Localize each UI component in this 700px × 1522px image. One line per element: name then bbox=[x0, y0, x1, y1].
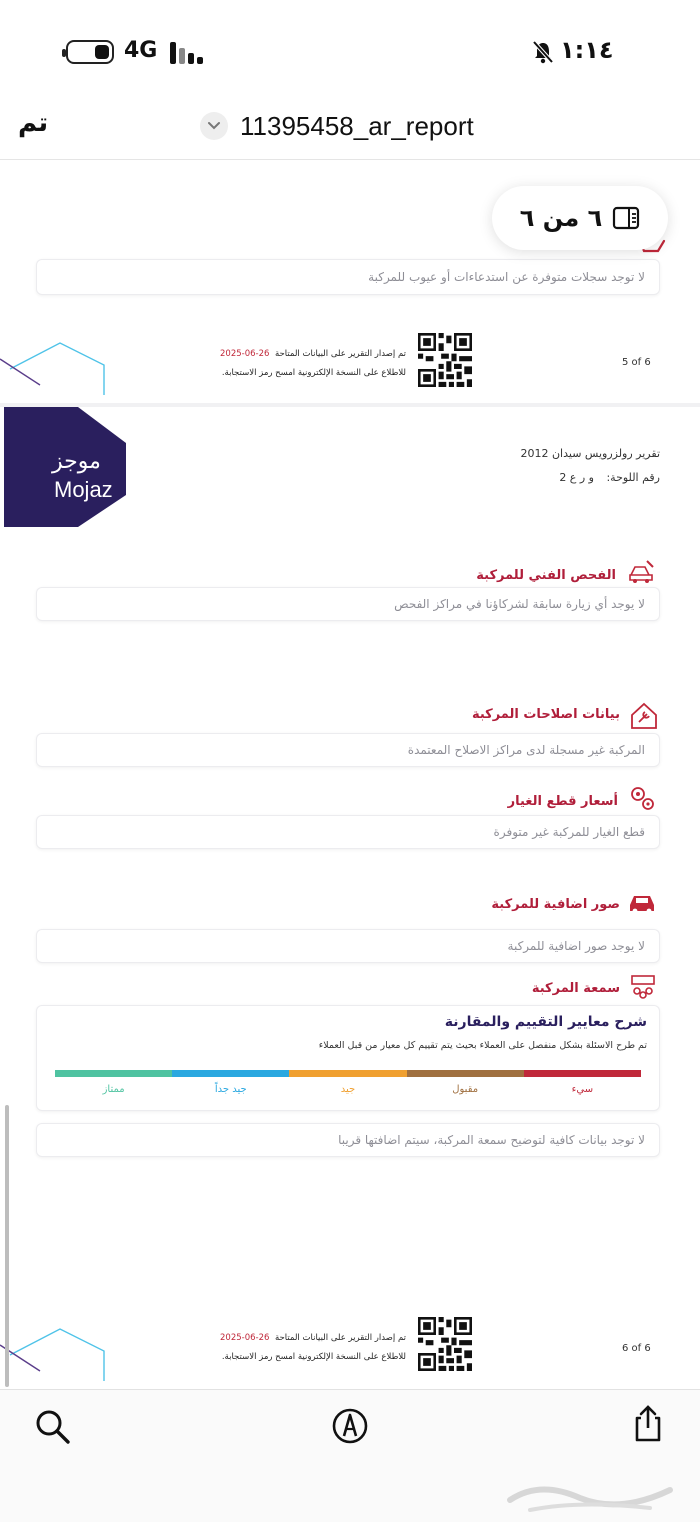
rating-criteria-card bbox=[36, 1005, 660, 1111]
rating-label: جيد bbox=[340, 1084, 356, 1095]
rating-scale-labels bbox=[55, 1084, 641, 1100]
reputation-title: سمعة المركبة bbox=[531, 981, 620, 996]
status-bar bbox=[0, 0, 700, 100]
battery-icon bbox=[66, 40, 114, 64]
car-inspection-icon bbox=[627, 557, 657, 587]
criteria-description: تم طرح الاسئلة بشكل منفصل على العملاء بحيث يتم تقييم كل معيار من قبل العملاء bbox=[318, 1040, 647, 1051]
gears-icon bbox=[627, 783, 657, 813]
reputation-card bbox=[36, 1123, 660, 1157]
page-number: 6 of 6 bbox=[622, 1343, 651, 1354]
done-button[interactable]: تم bbox=[18, 108, 49, 138]
clock: ١:١٤ bbox=[560, 36, 614, 64]
repairs-card bbox=[36, 733, 660, 767]
pdf-viewer[interactable] bbox=[0, 161, 700, 1389]
inspection-title: الفحص الفني للمركبة bbox=[476, 568, 616, 583]
document-title-button[interactable] bbox=[200, 106, 474, 146]
vehicle-title: تقرير رولزرويس سيدان 2012 bbox=[520, 447, 660, 460]
rating-segment bbox=[407, 1070, 524, 1077]
reputation-text: لا توجد بيانات كافية لتوضيح سمعة المركبة، سيتم اضافتها قريبا bbox=[338, 1133, 645, 1147]
chevron-down-icon[interactable] bbox=[200, 112, 228, 140]
inspection-card bbox=[36, 587, 660, 621]
footer-date: 2025-06-26 bbox=[220, 1333, 270, 1343]
footer-scan-text: للاطلاع على النسخة الإلكترونية امسح رمز الاستجابة. bbox=[221, 1352, 406, 1362]
repair-house-icon bbox=[629, 701, 659, 731]
parts-card bbox=[36, 815, 660, 849]
recall-card bbox=[36, 259, 660, 295]
document-nav-bar bbox=[0, 100, 700, 160]
rating-scale-bar bbox=[55, 1070, 641, 1077]
rating-segment bbox=[524, 1070, 641, 1077]
qr-code-icon bbox=[418, 333, 472, 387]
recall-text: لا توجد سجلات متوفرة عن استدعاءات أو عيوب للمركبة bbox=[368, 270, 645, 284]
footer-issued-text: تم إصدار التقرير على البيانات المتاحة bbox=[274, 349, 406, 359]
photos-title: صور اضافية للمركبة bbox=[491, 897, 620, 912]
car-icon bbox=[627, 887, 657, 917]
rating-segment bbox=[55, 1070, 172, 1077]
photos-card bbox=[36, 929, 660, 963]
page-number: 5 of 6 bbox=[622, 357, 651, 368]
rating-label: سيء bbox=[571, 1084, 594, 1095]
signal-icon bbox=[170, 40, 206, 64]
footer-scan-text: للاطلاع على النسخة الإلكترونية امسح رمز الاستجابة. bbox=[221, 368, 406, 378]
scroll-indicator[interactable] bbox=[5, 1105, 9, 1387]
page-indicator[interactable] bbox=[492, 186, 668, 250]
rating-segment bbox=[172, 1070, 289, 1077]
footer-decoration bbox=[0, 1325, 110, 1381]
parts-text: قطع الغيار للمركبة غير متوفرة bbox=[493, 825, 645, 839]
document-title: 11395458_ar_report bbox=[240, 110, 474, 141]
plate-label: رقم اللوحة: bbox=[606, 471, 660, 484]
footer-decoration bbox=[0, 339, 110, 395]
rating-segment bbox=[289, 1070, 406, 1077]
search-icon[interactable] bbox=[32, 1406, 72, 1446]
parts-title: أسعار قطع الغيار bbox=[507, 794, 618, 809]
bell-muted-icon bbox=[532, 40, 554, 64]
page-6 bbox=[0, 407, 700, 1389]
criteria-title: شرح معايير التقييم والمقارنة bbox=[444, 1014, 647, 1030]
network-type: 4G bbox=[124, 38, 158, 63]
footer-issued-text: تم إصدار التقرير على البيانات المتاحة bbox=[274, 1333, 406, 1343]
share-icon[interactable] bbox=[628, 1404, 668, 1444]
rating-label: جيد جداً bbox=[214, 1084, 247, 1095]
repairs-text: المركبة غير مسجلة لدى مراكز الاصلاح المعتمدة bbox=[407, 743, 645, 757]
logo-text-en: Mojaz bbox=[54, 477, 113, 502]
reputation-icon bbox=[628, 973, 658, 1003]
qr-code-icon bbox=[418, 1317, 472, 1371]
rating-label: ممتاز bbox=[102, 1084, 125, 1095]
markup-icon[interactable] bbox=[330, 1406, 370, 1446]
repairs-title: بيانات اصلاحات المركبة bbox=[471, 707, 620, 722]
plate-value: و ر ع 2 bbox=[559, 471, 594, 484]
watermark-logo bbox=[500, 1470, 680, 1516]
photos-text: لا يوجد صور اضافية للمركبة bbox=[507, 939, 645, 953]
footer-date: 2025-06-26 bbox=[220, 349, 270, 359]
page-indicator-text: ٦ من ٦ bbox=[519, 204, 603, 232]
inspection-text: لا يوجد أي زيارة سابقة لشركاؤنا في مراكز الفحص bbox=[394, 597, 645, 611]
page-layout-icon bbox=[612, 206, 640, 230]
logo-text-ar: موجز bbox=[52, 449, 101, 474]
rating-label: مقبول bbox=[452, 1084, 479, 1095]
